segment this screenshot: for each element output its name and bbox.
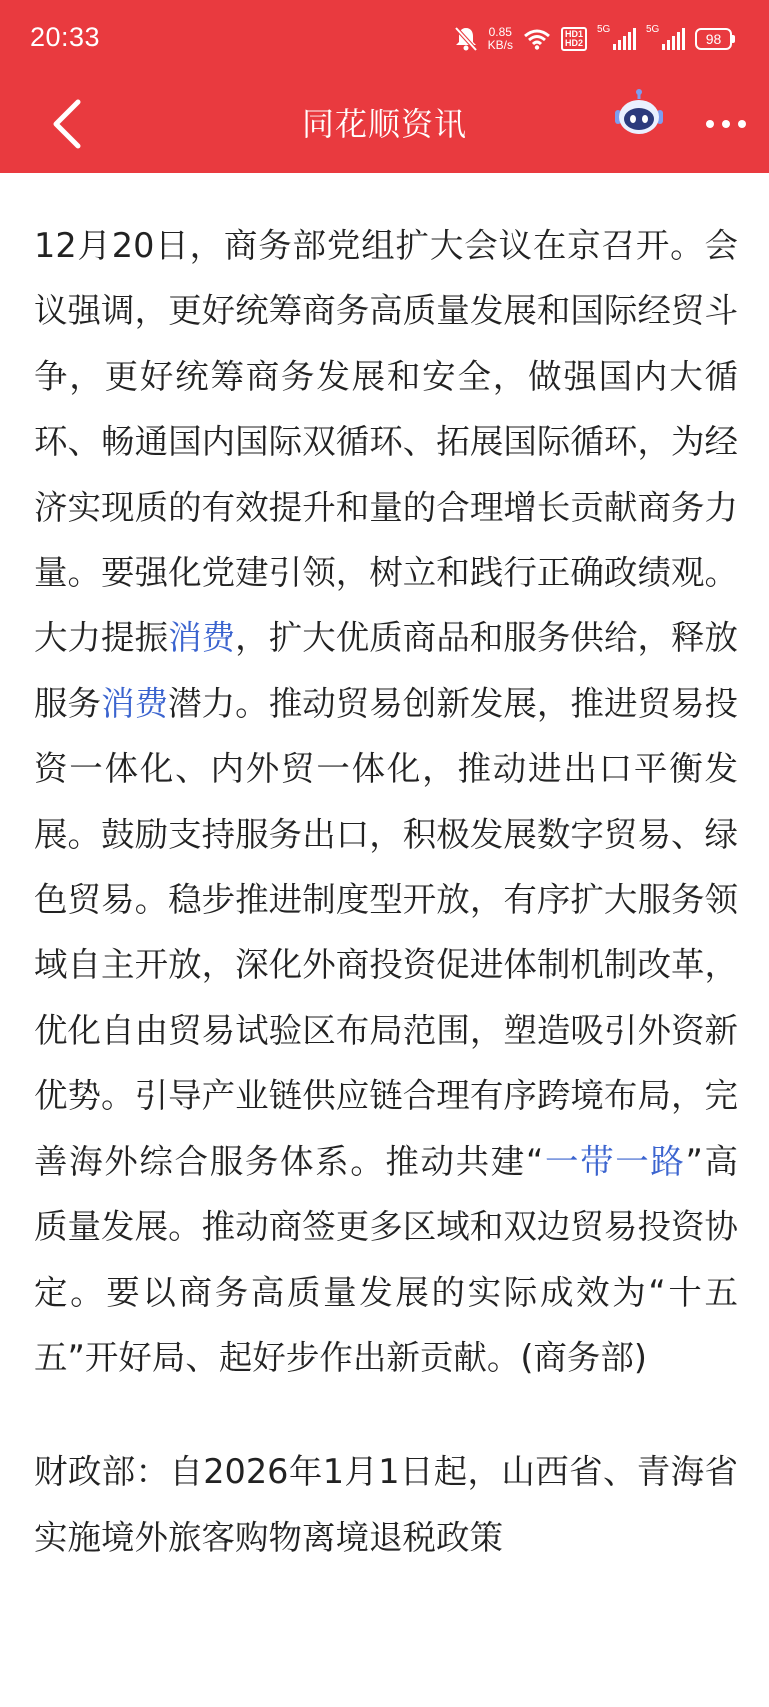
- article-text: 财政部：自2026年1月1日起，山西省、青海省实施境外旅客购物离境退税政策: [34, 1452, 738, 1557]
- page-title: 同花顺资讯: [301, 105, 467, 143]
- status-time: 20:33: [30, 22, 101, 52]
- mute-bell-icon: [454, 26, 478, 52]
- keyword-link-belt-and-road[interactable]: 一带一路: [543, 1141, 686, 1181]
- app-header: [0, 0, 769, 173]
- signal-icon-sim1: 5G: [597, 28, 636, 50]
- article-text: 12月20日，商务部党组扩大会议在京召开。会议强调，更好统筹商务高质量发展和国际经贸斗争，更好统筹商务发展和安全，做强国内大循环、畅通国内国际双循环、拓展国际循环，为经济实现质的有效提升和量的合理增长贡献商务力量。要强化党建引领，树立和践行正确政绩观。大力提振: [34, 226, 738, 658]
- wifi-icon: [523, 28, 551, 50]
- status-icons: [454, 22, 735, 56]
- net-speed: [488, 26, 513, 52]
- hd-icon: HD1 HD2: [561, 27, 587, 51]
- nav-bar: [0, 76, 769, 173]
- article-body: [34, 213, 738, 1570]
- keyword-link-consumption[interactable]: 消费: [168, 618, 236, 658]
- net-speed-unit: KB/s: [487, 38, 513, 52]
- signal-icon-sim2: 5G: [646, 28, 685, 50]
- more-dots-icon[interactable]: [703, 106, 749, 142]
- article-paragraph: [34, 1439, 738, 1570]
- robot-assistant-icon[interactable]: [612, 88, 666, 142]
- keyword-link-consumption[interactable]: 消费: [101, 683, 169, 723]
- article-text: ，扩大优质商品和服务供给，释放服务: [34, 618, 739, 723]
- status-bar: [0, 0, 769, 76]
- battery-level: 98: [695, 28, 732, 50]
- net-speed-value: 0.85: [488, 25, 512, 39]
- article-paragraph: [34, 213, 738, 1390]
- battery-icon: [695, 28, 735, 50]
- article-text: 潜力。推动贸易创新发展，推进贸易投资一体化、内外贸一体化，推动进出口平衡发展。鼓励支持服务出口，积极发展数字贸易、绿色贸易。稳步推进制度型开放，有序扩大服务领域自主开放，深化外商投资促进体制机制改革，优化自由贸易试验区布局范围，塑造吸引外资新优势。引导产业链供应链合理有序跨境布局，完善海外综合服务体系。推动共建“: [34, 683, 739, 1181]
- article-text: ”高质量发展。推动商签更多区域和双边贸易投资协定。要以商务高质量发展的实际成效为“十五五”开好局、起好步作出新贡献。(商务部): [34, 1141, 739, 1377]
